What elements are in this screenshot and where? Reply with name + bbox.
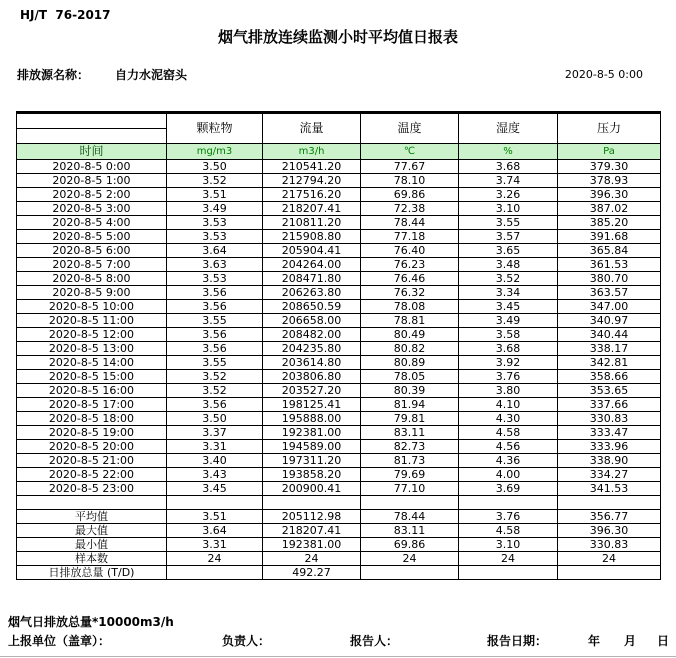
cell-value: 217516.20 [263, 188, 361, 202]
row-time: 2020-8-5 20:00 [17, 440, 167, 454]
row-time: 2020-8-5 9:00 [17, 286, 167, 300]
cell-value: 3.52 [459, 272, 558, 286]
hourly-row [17, 342, 661, 356]
hourly-row [17, 356, 661, 370]
signature-row [0, 632, 676, 648]
row-time: 2020-8-5 7:00 [17, 258, 167, 272]
cell-value: 3.56 [167, 286, 263, 300]
cell-value: 3.52 [167, 384, 263, 398]
cell-value: 3.50 [167, 160, 263, 174]
hourly-row [17, 300, 661, 314]
cell-value: 3.48 [459, 258, 558, 272]
header-corner-bottom-cell [17, 129, 167, 144]
cell-value: 206263.80 [263, 286, 361, 300]
empty-cell [459, 496, 558, 510]
col-header-flow: 流量 [263, 113, 361, 144]
cell-value: 338.90 [558, 454, 661, 468]
cell-value: 72.38 [361, 202, 459, 216]
summary-row [17, 538, 661, 552]
cell-value: 80.82 [361, 342, 459, 356]
cell-value: 3.51 [167, 510, 263, 524]
row-time: 2020-8-5 19:00 [17, 426, 167, 440]
cell-value: 78.08 [361, 300, 459, 314]
cell-value: 365.84 [558, 244, 661, 258]
hourly-row [17, 244, 661, 258]
cell-value: 206658.00 [263, 314, 361, 328]
cell-value: 69.86 [361, 188, 459, 202]
cell-value: 83.11 [361, 426, 459, 440]
row-time: 2020-8-5 23:00 [17, 482, 167, 496]
hourly-row [17, 482, 661, 496]
cell-value: 3.56 [167, 328, 263, 342]
row-time: 2020-8-5 4:00 [17, 216, 167, 230]
row-time: 2020-8-5 1:00 [17, 174, 167, 188]
hourly-row [17, 454, 661, 468]
cell-value: 79.69 [361, 468, 459, 482]
cell-value: 218207.41 [263, 524, 361, 538]
cell-value: 3.92 [459, 356, 558, 370]
cell-value: 76.32 [361, 286, 459, 300]
cell-value: 3.63 [167, 258, 263, 272]
summary-label: 最小值 [17, 538, 167, 552]
hourly-row [17, 440, 661, 454]
cell-value: 210811.20 [263, 216, 361, 230]
col-header-humidity: 湿度 [459, 113, 558, 144]
hourly-row [17, 314, 661, 328]
empty-cell [558, 496, 661, 510]
unit-humidity: % [459, 144, 558, 160]
cell-value: 3.56 [167, 342, 263, 356]
header-row-top [17, 113, 661, 129]
cell-value: 4.10 [459, 398, 558, 412]
cell-value: 396.30 [558, 188, 661, 202]
cell-value: 204235.80 [263, 342, 361, 356]
cell-value: 340.97 [558, 314, 661, 328]
page-bottom-rule [0, 656, 676, 657]
cell-value: 208482.00 [263, 328, 361, 342]
cell-value: 205904.41 [263, 244, 361, 258]
cell-value: 24 [459, 552, 558, 566]
summary-row [17, 552, 661, 566]
cell-value: 195888.00 [263, 412, 361, 426]
cell-value: 204264.00 [263, 258, 361, 272]
cell-value: 3.76 [459, 370, 558, 384]
cell-value: 78.81 [361, 314, 459, 328]
hourly-row [17, 426, 661, 440]
cell-value: 24 [263, 552, 361, 566]
cell-value: 3.45 [167, 482, 263, 496]
table-body [17, 160, 661, 580]
cell-value: 347.00 [558, 300, 661, 314]
cell-value: 4.30 [459, 412, 558, 426]
row-time: 2020-8-5 18:00 [17, 412, 167, 426]
cell-value: 78.05 [361, 370, 459, 384]
reporter-label: 报告人： [350, 634, 399, 648]
hourly-row [17, 412, 661, 426]
hourly-row [17, 286, 661, 300]
cell-value: 391.68 [558, 230, 661, 244]
hourly-row [17, 230, 661, 244]
cell-value: 330.83 [558, 538, 661, 552]
row-time: 2020-8-5 5:00 [17, 230, 167, 244]
cell-value: 4.00 [459, 468, 558, 482]
row-time: 2020-8-5 10:00 [17, 300, 167, 314]
cell-value: 356.77 [558, 510, 661, 524]
cell-value: 80.39 [361, 384, 459, 398]
empty-cell [167, 496, 263, 510]
row-time: 2020-8-5 6:00 [17, 244, 167, 258]
cell-value: 3.43 [167, 468, 263, 482]
hourly-row [17, 160, 661, 174]
cell-value: 3.51 [167, 188, 263, 202]
row-time: 2020-8-5 8:00 [17, 272, 167, 286]
cell-value [361, 566, 459, 580]
unit-flow: m3/h [263, 144, 361, 160]
cell-value: 24 [361, 552, 459, 566]
row-time: 2020-8-5 11:00 [17, 314, 167, 328]
cell-value: 77.67 [361, 160, 459, 174]
spacer-row [17, 496, 661, 510]
hourly-row [17, 328, 661, 342]
responsible-person-label: 负责人： [222, 634, 271, 648]
cell-value: 203614.80 [263, 356, 361, 370]
cell-value: 76.40 [361, 244, 459, 258]
year-label: 年 [588, 634, 601, 648]
cell-value: 330.83 [558, 412, 661, 426]
summary-row [17, 510, 661, 524]
cell-value: 79.81 [361, 412, 459, 426]
unit-temperature: ℃ [361, 144, 459, 160]
cell-value: 3.74 [459, 174, 558, 188]
cell-value: 200900.41 [263, 482, 361, 496]
cell-value: 4.58 [459, 524, 558, 538]
cell-value: 338.17 [558, 342, 661, 356]
cell-value: 3.49 [167, 202, 263, 216]
cell-value: 3.76 [459, 510, 558, 524]
cell-value: 3.55 [167, 314, 263, 328]
hourly-row [17, 202, 661, 216]
cell-value: 3.68 [459, 342, 558, 356]
cell-value: 82.73 [361, 440, 459, 454]
cell-value: 3.26 [459, 188, 558, 202]
row-time: 2020-8-5 15:00 [17, 370, 167, 384]
cell-value: 193858.20 [263, 468, 361, 482]
cell-value: 361.53 [558, 258, 661, 272]
cell-value: 210541.20 [263, 160, 361, 174]
cell-value: 334.27 [558, 468, 661, 482]
cell-value: 4.58 [459, 426, 558, 440]
summary-label: 日排放总量 (T/D) [17, 566, 167, 580]
cell-value: 205112.98 [263, 510, 361, 524]
hourly-row [17, 468, 661, 482]
cell-value: 81.73 [361, 454, 459, 468]
cell-value: 3.69 [459, 482, 558, 496]
cell-value: 3.64 [167, 244, 263, 258]
cell-value: 198125.41 [263, 398, 361, 412]
cell-value: 78.10 [361, 174, 459, 188]
cell-value: 3.55 [167, 356, 263, 370]
page-title: 烟气排放连续监测小时平均值日报表 [217, 28, 458, 46]
cell-value: 218207.41 [263, 202, 361, 216]
source-name-label: 排放源名称： [17, 68, 90, 82]
hourly-row [17, 384, 661, 398]
cell-value: 24 [558, 552, 661, 566]
cell-value: 3.49 [459, 314, 558, 328]
col-header-temperature: 温度 [361, 113, 459, 144]
empty-cell [263, 496, 361, 510]
cell-value: 3.53 [167, 272, 263, 286]
cell-value: 192381.00 [263, 538, 361, 552]
cell-value: 78.44 [361, 510, 459, 524]
source-name-value: 自力水泥窑头 [115, 68, 188, 82]
col-header-particulate: 颗粒物 [167, 113, 263, 144]
cell-value: 3.57 [459, 230, 558, 244]
cell-value: 3.50 [167, 412, 263, 426]
cell-value: 203806.80 [263, 370, 361, 384]
row-time: 2020-8-5 0:00 [17, 160, 167, 174]
day-label: 日 [657, 634, 670, 648]
cell-value: 3.56 [167, 398, 263, 412]
cell-value: 3.31 [167, 440, 263, 454]
summary-row [17, 566, 661, 580]
hourly-row [17, 174, 661, 188]
month-label: 月 [624, 634, 637, 648]
cell-value: 3.64 [167, 524, 263, 538]
cell-value: 83.11 [361, 524, 459, 538]
cell-value: 80.49 [361, 328, 459, 342]
cell-value: 76.23 [361, 258, 459, 272]
hourly-row [17, 370, 661, 384]
cell-value: 203527.20 [263, 384, 361, 398]
cell-value: 3.53 [167, 230, 263, 244]
empty-cell [17, 496, 167, 510]
cell-value [558, 566, 661, 580]
row-time: 2020-8-5 21:00 [17, 454, 167, 468]
cell-value: 76.46 [361, 272, 459, 286]
cell-value: 69.86 [361, 538, 459, 552]
summary-label: 最大值 [17, 524, 167, 538]
cell-value: 380.70 [558, 272, 661, 286]
cell-value: 333.96 [558, 440, 661, 454]
cell-value: 353.65 [558, 384, 661, 398]
cell-value: 3.45 [459, 300, 558, 314]
cell-value: 396.30 [558, 524, 661, 538]
cell-value: 194589.00 [263, 440, 361, 454]
cell-value: 78.44 [361, 216, 459, 230]
cell-value: 333.47 [558, 426, 661, 440]
cell-value: 3.58 [459, 328, 558, 342]
row-time: 2020-8-5 3:00 [17, 202, 167, 216]
cell-value: 3.37 [167, 426, 263, 440]
cell-value: 3.55 [459, 216, 558, 230]
cell-value: 3.80 [459, 384, 558, 398]
hourly-row [17, 188, 661, 202]
cell-value: 4.56 [459, 440, 558, 454]
cell-value: 3.40 [167, 454, 263, 468]
cell-value: 208650.59 [263, 300, 361, 314]
cell-value: 340.44 [558, 328, 661, 342]
cell-value: 363.57 [558, 286, 661, 300]
emission-source-row [17, 66, 187, 83]
col-header-pressure: 压力 [558, 113, 661, 144]
report-date-label: 报告日期： [487, 634, 548, 648]
row-time: 2020-8-5 22:00 [17, 468, 167, 482]
cell-value: 197311.20 [263, 454, 361, 468]
cell-value: 492.27 [263, 566, 361, 580]
standard-number: HJ/T 76-2017 [20, 8, 111, 22]
hourly-row [17, 272, 661, 286]
cell-value: 212794.20 [263, 174, 361, 188]
cell-value: 3.10 [459, 202, 558, 216]
cell-value: 378.93 [558, 174, 661, 188]
cell-value: 337.66 [558, 398, 661, 412]
row-time: 2020-8-5 12:00 [17, 328, 167, 342]
hourly-row [17, 398, 661, 412]
header-corner-top-cell [17, 113, 167, 129]
cell-value [459, 566, 558, 580]
unit-pressure: Pa [558, 144, 661, 160]
cell-value: 4.36 [459, 454, 558, 468]
cell-value: 3.53 [167, 216, 263, 230]
cell-value: 3.56 [167, 300, 263, 314]
cell-value: 358.66 [558, 370, 661, 384]
cell-value: 3.52 [167, 174, 263, 188]
row-time: 2020-8-5 13:00 [17, 342, 167, 356]
row-time: 2020-8-5 14:00 [17, 356, 167, 370]
cell-value: 341.53 [558, 482, 661, 496]
cell-value: 3.52 [167, 370, 263, 384]
hourly-row [17, 258, 661, 272]
cell-value: 77.10 [361, 482, 459, 496]
monitoring-table [16, 111, 661, 580]
cell-value: 77.18 [361, 230, 459, 244]
cell-value: 215908.80 [263, 230, 361, 244]
cell-value: 3.65 [459, 244, 558, 258]
cell-value: 342.81 [558, 356, 661, 370]
cell-value: 81.94 [361, 398, 459, 412]
cell-value: 3.10 [459, 538, 558, 552]
summary-label: 样本数 [17, 552, 167, 566]
summary-row [17, 524, 661, 538]
empty-cell [361, 496, 459, 510]
cell-value: 379.30 [558, 160, 661, 174]
summary-label: 平均值 [17, 510, 167, 524]
cell-value: 192381.00 [263, 426, 361, 440]
cell-value: 385.20 [558, 216, 661, 230]
unit-row [17, 144, 661, 160]
cell-value [167, 566, 263, 580]
cell-value: 80.89 [361, 356, 459, 370]
hourly-row [17, 216, 661, 230]
cell-value: 3.68 [459, 160, 558, 174]
row-time: 2020-8-5 17:00 [17, 398, 167, 412]
time-header: 时间 [17, 144, 167, 160]
cell-value: 24 [167, 552, 263, 566]
total-emission-note: 烟气日排放总量*10000m3/h [8, 615, 174, 629]
report-unit-label: 上报单位（盖章）： [8, 634, 111, 648]
unit-particulate: mg/m3 [167, 144, 263, 160]
cell-value: 3.34 [459, 286, 558, 300]
report-datetime: 2020-8-5 0:00 [564, 68, 643, 81]
cell-value: 3.31 [167, 538, 263, 552]
cell-value: 208471.80 [263, 272, 361, 286]
row-time: 2020-8-5 2:00 [17, 188, 167, 202]
row-time: 2020-8-5 16:00 [17, 384, 167, 398]
cell-value: 387.02 [558, 202, 661, 216]
